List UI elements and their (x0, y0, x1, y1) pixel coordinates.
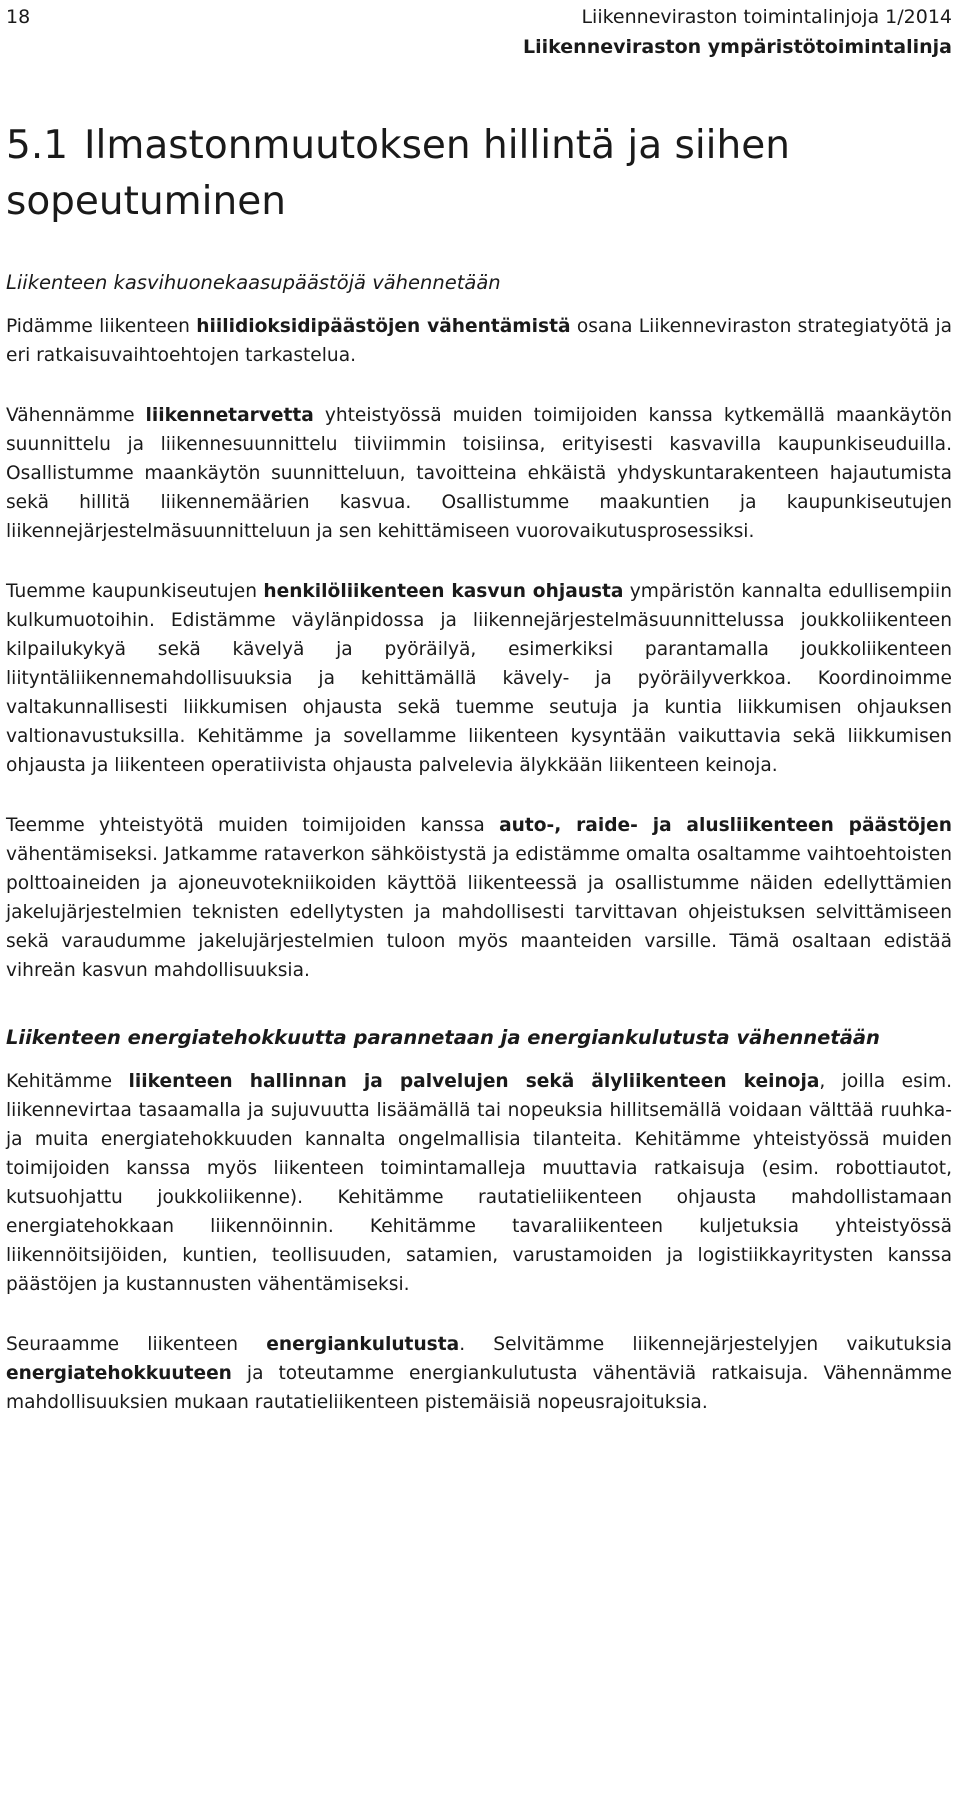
bold-run: henkilöliikenteen kasvun ohjausta (263, 581, 624, 602)
page-content (6, 118, 952, 1417)
text-run: ympäristön kannalta edullisempiin kulkumuotoihin. Edistämme väylänpidossa ja liikennejärjestelmäsuunnittelussa joukkoliikenteen kilpailukykyä sekä kävelyä ja pyöräilyä, esimerkiksi parantamalla joukkoliikenteen liityntäliikennemahdollisuuksia ja kehittämällä kävely- ja pyöräilyverkkoa. Koordinoimme valtakunnallisesti liikkumisen ohjausta sekä tuemme seutuja ja kuntia liikkumisen ohjauksen valtionavustuksilla. Kehitämme ja sovellamme liikenteen kysyntään vaikuttavia sekä liikkumisen ohjausta ja liikenteen operatiivista ohjausta palvelevia älykkään liikenteen keinoja. (6, 581, 952, 776)
bold-run: energiatehokkuuteen (6, 1363, 232, 1384)
paragraph-travel-demand (6, 401, 952, 546)
text-run: . Selvitämme liikennejärjestelyjen vaikutuksia (459, 1334, 952, 1355)
section-title (6, 118, 952, 230)
document-title: Liikenneviraston ympäristötoimintalinja (523, 36, 952, 58)
bold-run: auto-, raide- ja alusliikenteen päästöjen (499, 815, 953, 836)
subheading-energy-efficiency (6, 1023, 952, 1053)
bold-run: hiilidioksidipäästöjen vähentämistä (196, 316, 571, 337)
paragraph-vehicle-emissions (6, 811, 952, 985)
section-title-line-1: Ilmastonmuutoksen hillintä ja siihen (84, 123, 790, 168)
text-run: osana Liikenneviraston strategiatyötä ja eri ratkaisuvaihtoehtojen tarkastelua. (6, 316, 952, 366)
paragraph-passenger-transport (6, 577, 952, 780)
text-run: ja toteutamme energiankulutusta vähentäviä ratkaisuja. Vähennämme mahdollisuuksien mukaan rautatieliikenteen pistemäisiä nopeusrajoituksia. (6, 1363, 952, 1413)
bold-run: liikenteen hallinnan ja palvelujen sekä älyliikenteen keinoja (128, 1071, 820, 1092)
text-run: Teemme yhteistyötä muiden toimijoiden kanssa (6, 815, 500, 836)
bold-run: Liikenteen energiatehokkuutta parannetaan ja energiankulutusta vähennetään (6, 1026, 880, 1049)
paragraph-traffic-management (6, 1067, 952, 1299)
publication-series: Liikenneviraston toimintalinjoja 1/2014 (581, 6, 952, 28)
section-number: 5.1 (6, 123, 69, 168)
subheading-emissions: Liikenteen kasvihuonekaasupäästöjä vähennetään (6, 271, 501, 294)
text-run: Vähennämme (6, 405, 146, 426)
paragraph-co2-strategy (6, 312, 952, 370)
section-title-line-2: sopeutuminen (6, 179, 286, 224)
bold-run: energiankulutusta (266, 1334, 460, 1355)
text-run: yhteistyössä muiden toimijoiden kanssa kytkemällä maankäytön suunnittelu ja liikennesuunnittelu tiiviimmin toisiinsa, erityisesti kasvavilla kaupunkiseuduilla. Osallistumme maankäytön suunnitteluun, tavoitteina ehkäistä yhdyskuntarakenteen hajautumista sekä hillitä liikennemäärien kasvua. Osallistumme maakuntien ja kaupunkiseutujen liikennejärjestelmäsuunnitteluun ja sen kehittämiseen vuorovaikutusprosessiksi. (6, 405, 952, 542)
text-run: Seuraamme liikenteen (6, 1334, 267, 1355)
running-header (523, 2, 952, 62)
text-run: Tuemme kaupunkiseutujen (6, 581, 264, 602)
bold-run: liikennetarvetta (145, 405, 314, 426)
page-number: 18 (6, 6, 31, 28)
text-run: Kehitämme (6, 1071, 129, 1092)
text-run: , joilla esim. liikennevirtaa tasaamalla ja sujuvuutta lisäämällä tai nopeuksia hillitsemällä voidaan välttää ruuhka- ja muita energiatehokkuuden kannalta ongelmallisia tilanteita. Kehitämme yhteistyössä muiden toimijoiden kanssa myös liikenteen toimintamalleja muuttavia ratkaisuja (esim. robottiautot, kutsuohjattu joukkoliikenne). Kehitämme rautatieliikenteen ohjausta mahdollistamaan energiatehokkaan liikennöinnin. Kehitämme tavaraliikenteen kuljetuksia yhteistyössä liikennöitsijöiden, kuntien, teollisuuden, satamien, varustamoiden ja logistiikkayritysten kanssa päästöjen ja kustannusten vähentämiseksi. (6, 1071, 952, 1295)
text-run: vähentämiseksi. Jatkamme rataverkon sähköistystä ja edistämme omalta osaltamme vaihtoehtoisten polttoaineiden ja ajoneuvotekniikoiden käyttöä liikenteessä ja osallistumme näiden edellyttämien jakelujärjestelmien teknisten edellytysten ja mahdollisesti tarvittavan ohjeistuksen selvittämiseen sekä varaudumme jakelujärjestelmien tuloon myös maanteiden varsille. Tämä osaltaan edistää vihreän kasvun mahdollisuuksia. (6, 844, 952, 981)
text-run: Pidämme liikenteen (6, 316, 197, 337)
paragraph-energy-consumption (6, 1330, 952, 1417)
